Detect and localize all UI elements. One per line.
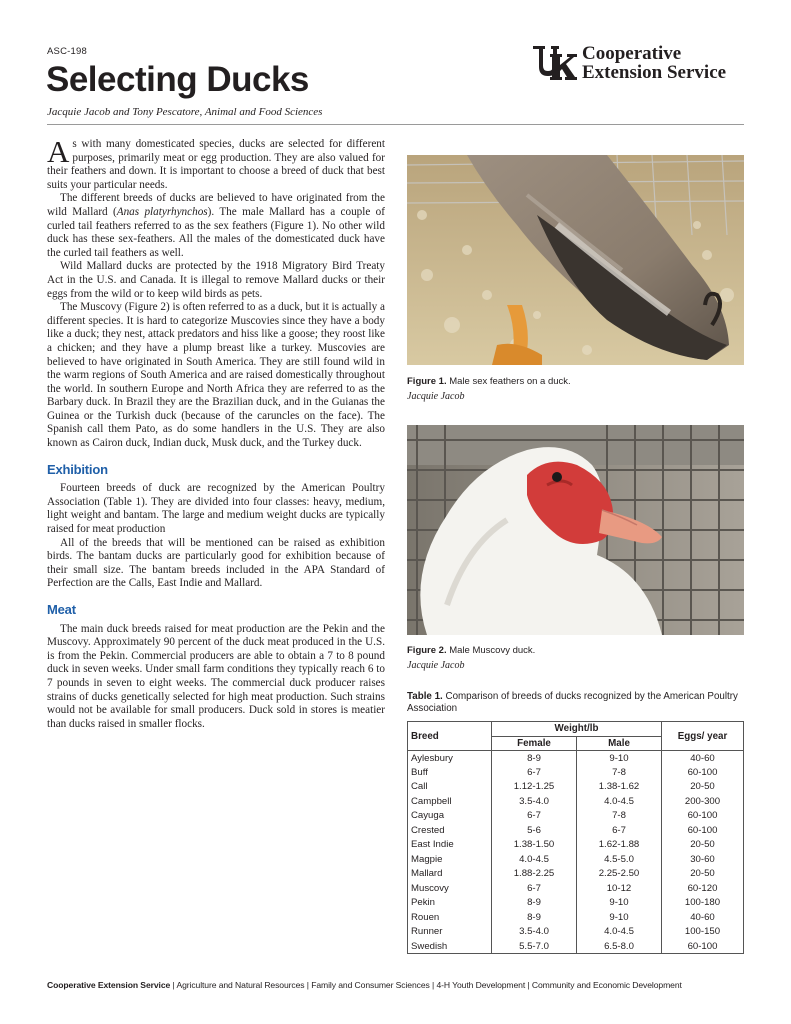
figure-1-photo xyxy=(407,155,744,365)
female-weight-cell: 3.5-4.0 xyxy=(492,794,577,809)
breed-cell: Call xyxy=(408,780,492,795)
logo-wordmark xyxy=(582,44,726,82)
male-weight-cell: 1.38-1.62 xyxy=(577,780,662,795)
eggs-cell: 60-100 xyxy=(662,939,744,954)
table-body xyxy=(408,751,744,954)
female-weight-cell: 4.0-4.5 xyxy=(492,852,577,867)
uk-logo-icon xyxy=(532,44,578,82)
muscovy-duck-image xyxy=(407,425,744,635)
table-row xyxy=(408,838,744,853)
eggs-cell: 60-100 xyxy=(662,823,744,838)
latin-name: Anas platyrhynchos xyxy=(116,205,208,218)
figure-2-caption: Figure 2. Male Muscovy duck. xyxy=(407,645,536,656)
male-weight-cell: 10-12 xyxy=(577,881,662,896)
header-divider xyxy=(47,124,744,125)
table-row xyxy=(408,852,744,867)
document-title: Selecting Ducks xyxy=(46,60,309,99)
table-row xyxy=(408,765,744,780)
eggs-cell: 100-180 xyxy=(662,896,744,911)
breed-cell: Buff xyxy=(408,765,492,780)
male-weight-cell: 6.5-8.0 xyxy=(577,939,662,954)
exhibition-paragraph-2: All of the breeds that will be mentioned can be raised as exhibition birds. The bantam ducks are particularly good for exhibition because of their small size. The bantam breeds included in the APA Standard of Perfection are the Calls, East Indie and Mallard. xyxy=(47,536,385,590)
female-weight-cell: 3.5-4.0 xyxy=(492,925,577,940)
breed-cell: Mallard xyxy=(408,867,492,882)
intro-paragraph-4: The Muscovy (Figure 2) is often referred to as a duck, but it is actually a different species. It is hard to categorize Muscovies since they have a body like a duck; they nest, attack predators and hiss like a goose; they roost like a chicken; and they have a plump breast like a turkey. Muscovies are believed to have originated in South America. They are still found wild in the warm regions of South America and are raised domestically throughout the world. In southern Europe and North Africa they are referred to as the Barbary duck. In Brazil they are the Brazilian duck, and in the Guianas the Guinea or the Turkish duck (because of the caruncles on the face). The Spanish call them Pato, as do some handlers in the U.S. They are also known as Cairon duck, Indian duck, Musk duck, and the Turkey duck. xyxy=(47,301,385,450)
male-weight-cell: 9-10 xyxy=(577,896,662,911)
eggs-cell: 20-50 xyxy=(662,838,744,853)
meat-paragraph-1: The main duck breeds raised for meat production are the Pekin and the Muscovy. Approximately 90 percent of the duck meat produced in the U.S. is from the Pekin. Commercial producers are able to obtain a 7 to 8 pound duck in seven weeks. Under small farm conditions they typically reach 6 to 7 pounds in seven to eight weeks. The commercial duck producer raises strains of ducks genetically selected for high meat production. Such strains would not be available for small producers. Duck sold in stores is meatier than ducks raised in smaller flocks. xyxy=(47,622,385,730)
female-weight-cell: 1.38-1.50 xyxy=(492,838,577,853)
drop-cap: A xyxy=(47,134,70,169)
eggs-cell: 60-100 xyxy=(662,765,744,780)
male-weight-cell: 1.62-1.88 xyxy=(577,838,662,853)
male-weight-cell: 9-10 xyxy=(577,910,662,925)
footer-separator: | xyxy=(170,980,177,990)
intro-paragraph-3: Wild Mallard ducks are protected by the 1918 Migratory Bird Treaty Act in the U.S. and Canada. It is illegal to remove Mallard ducks or their eggs from the wild or to keep wild birds as pets. xyxy=(47,260,385,300)
footer-separator: | xyxy=(525,980,532,990)
female-weight-cell: 5-6 xyxy=(492,823,577,838)
table-row xyxy=(408,896,744,911)
footer-separator: | xyxy=(429,980,437,990)
authors-line: Jacquie Jacob and Tony Pescatore, Animal and Food Sciences xyxy=(47,106,323,118)
duck-tail-feathers-image xyxy=(407,155,744,365)
table-row xyxy=(408,881,744,896)
breed-cell: Crested xyxy=(408,823,492,838)
footer-separator: | xyxy=(304,980,312,990)
footer-program-item: Family and Consumer Sciences xyxy=(311,980,430,990)
page-footer xyxy=(47,980,747,990)
breed-cell: Muscovy xyxy=(408,881,492,896)
footer-program-item: Community and Economic Development xyxy=(531,980,682,990)
eggs-cell: 100-150 xyxy=(662,925,744,940)
logo-line-2: Extension Service xyxy=(582,62,727,83)
breed-cell: Pekin xyxy=(408,896,492,911)
breed-cell: Runner xyxy=(408,925,492,940)
breed-cell: Swedish xyxy=(408,939,492,954)
table-row xyxy=(408,910,744,925)
cooperative-extension-logo xyxy=(532,42,747,84)
column-header-eggs: Eggs/ year xyxy=(662,722,744,751)
male-weight-cell: 9-10 xyxy=(577,751,662,766)
breed-comparison-table xyxy=(407,721,744,954)
logo-line-1: Cooperative xyxy=(582,43,682,64)
breed-cell: Campbell xyxy=(408,794,492,809)
footer-program-item: 4-H Youth Development xyxy=(436,980,526,990)
table-row xyxy=(408,751,744,766)
intro-paragraph-2: The different breeds of ducks are believed to have originated from the wild Mallard (Anas platyrhynchos). The male Mallard has a couple of curled tail feathers referred to as the sex feathers (Figure 1). No other wild duck has these sex-feathers. All the males of the domesticated duck have the curled tail feathers as well. xyxy=(47,192,386,259)
female-weight-cell: 1.12-1.25 xyxy=(492,780,577,795)
figure-1-caption: Figure 1. Male sex feathers on a duck. xyxy=(407,376,571,387)
breed-cell: Magpie xyxy=(408,852,492,867)
column-header-weight: Weight/lb xyxy=(492,722,662,737)
table-row xyxy=(408,939,744,954)
eggs-cell: 20-50 xyxy=(662,780,744,795)
female-weight-cell: 1.88-2.25 xyxy=(492,867,577,882)
male-weight-cell: 7-8 xyxy=(577,765,662,780)
table-row xyxy=(408,794,744,809)
female-weight-cell: 6-7 xyxy=(492,809,577,824)
male-weight-cell: 4.0-4.5 xyxy=(577,925,662,940)
figure-2-photo xyxy=(407,425,744,635)
intro-paragraph-1: As with many domesticated species, ducks are selected for different purposes, primarily meat or egg production. They are also valued for their feathers and down. It is important to choose a breed of duck that best suits your particular needs. xyxy=(47,134,385,191)
male-weight-cell: 7-8 xyxy=(577,809,662,824)
main-text-column xyxy=(47,134,386,731)
breed-cell: Aylesbury xyxy=(408,751,492,766)
figure-1-credit: Jacquie Jacob xyxy=(407,391,465,402)
document-code: ASC-198 xyxy=(47,46,87,57)
eggs-cell: 30-60 xyxy=(662,852,744,867)
female-weight-cell: 6-7 xyxy=(492,765,577,780)
section-heading-exhibition: Exhibition xyxy=(47,461,108,477)
footer-program-item: Agriculture and Natural Resources xyxy=(176,980,305,990)
breed-cell: Cayuga xyxy=(408,809,492,824)
table-row xyxy=(408,867,744,882)
breed-cell: Rouen xyxy=(408,910,492,925)
male-weight-cell: 2.25-2.50 xyxy=(577,867,662,882)
eggs-cell: 40-60 xyxy=(662,910,744,925)
exhibition-paragraph-1: Fourteen breeds of duck are recognized by the American Poultry Association (Table 1). They are divided into four classes: heavy, medium, light weight and bantam. The large and medium weight ducks are typically raised for meat production xyxy=(47,482,385,536)
eggs-cell: 60-120 xyxy=(662,881,744,896)
female-weight-cell: 8-9 xyxy=(492,751,577,766)
female-weight-cell: 5.5-7.0 xyxy=(492,939,577,954)
footer-program-list xyxy=(170,980,682,990)
female-weight-cell: 8-9 xyxy=(492,896,577,911)
figure-2-credit: Jacquie Jacob xyxy=(407,660,465,671)
breed-cell: East Indie xyxy=(408,838,492,853)
male-weight-cell: 4.0-4.5 xyxy=(577,794,662,809)
footer-org: Cooperative Extension Service xyxy=(47,980,171,990)
eggs-cell: 20-50 xyxy=(662,867,744,882)
table-1-caption: Table 1. Comparison of breeds of ducks recognized by the American Poultry Association xyxy=(407,691,738,714)
female-weight-cell: 8-9 xyxy=(492,910,577,925)
male-weight-cell: 6-7 xyxy=(577,823,662,838)
eggs-cell: 40-60 xyxy=(662,751,744,766)
table-row xyxy=(408,780,744,795)
female-weight-cell: 6-7 xyxy=(492,881,577,896)
column-header-breed: Breed xyxy=(408,722,492,751)
table-row xyxy=(408,809,744,824)
male-weight-cell: 4.5-5.0 xyxy=(577,852,662,867)
eggs-cell: 60-100 xyxy=(662,809,744,824)
table-row xyxy=(408,925,744,940)
column-header-female: Female xyxy=(492,736,577,751)
table-row xyxy=(408,823,744,838)
column-header-male: Male xyxy=(577,736,662,751)
section-heading-meat: Meat xyxy=(47,602,76,617)
eggs-cell: 200-300 xyxy=(662,794,744,809)
